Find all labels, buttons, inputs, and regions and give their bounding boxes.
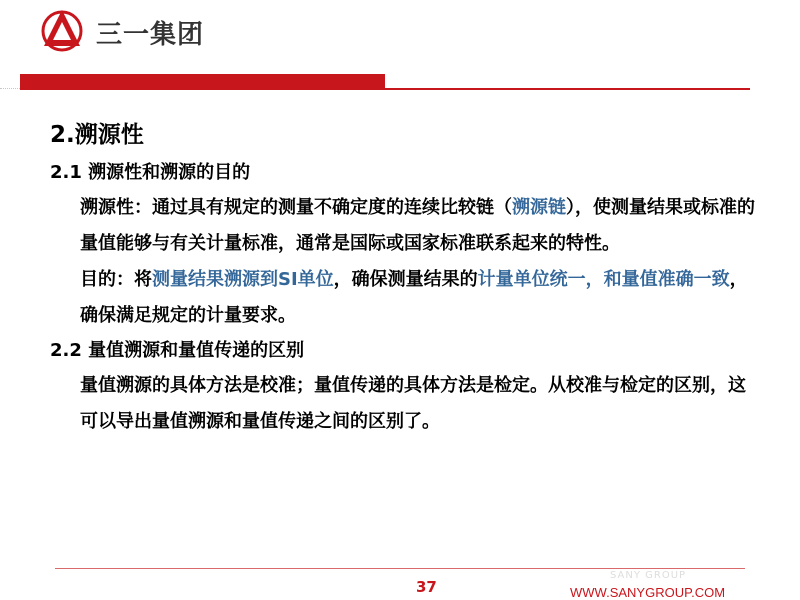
definition-suffix: ），使测量结果或标准的量值能够与有关计量标准，通常是国际或国家标准联系起来的特性。 [80,197,755,254]
traceability-purpose [50,262,762,334]
page-number: 37 [416,578,437,596]
section-title: 2.溯源性 [50,122,144,148]
footer-url: WWW.SANYGROUP.COM [570,585,726,600]
footer-watermark: SANY GROUP [610,570,687,581]
traceability-definition [50,190,762,262]
sany-logo-icon [40,6,84,56]
header-red-line [385,88,750,90]
si-unit-highlight: 测量结果溯源到SI单位 [152,269,334,290]
brand-name: 三一集团 [96,20,205,50]
definition-prefix: 溯源性：通过具有规定的测量不确定度的连续比较链（ [80,197,512,218]
subsection-title-2-1: 2.1 溯源性和溯源的目的 [50,162,251,183]
purpose-prefix: 目的：将 [80,269,152,290]
traceability-chain-highlight: 溯源链 [512,197,566,218]
purpose-suffix: ，确保满足规定的计量要求。 [80,269,748,326]
slide-content [50,118,762,440]
subsection-title-2-2: 2.2 量值溯源和量值传递的区别 [50,340,305,361]
header-red-bar [20,74,385,90]
unit-unity-highlight: 计量单位统一，和量值准确一致 [477,269,730,290]
difference-paragraph: 量值溯源的具体方法是校准；量值传递的具体方法是检定。从校准与检定的区别，这可以导出量值溯源和量值传递之间的区别了。 [80,375,746,432]
header-dotted-line [0,88,20,89]
footer-line [55,568,745,569]
purpose-middle: ，确保测量结果的 [333,269,478,290]
